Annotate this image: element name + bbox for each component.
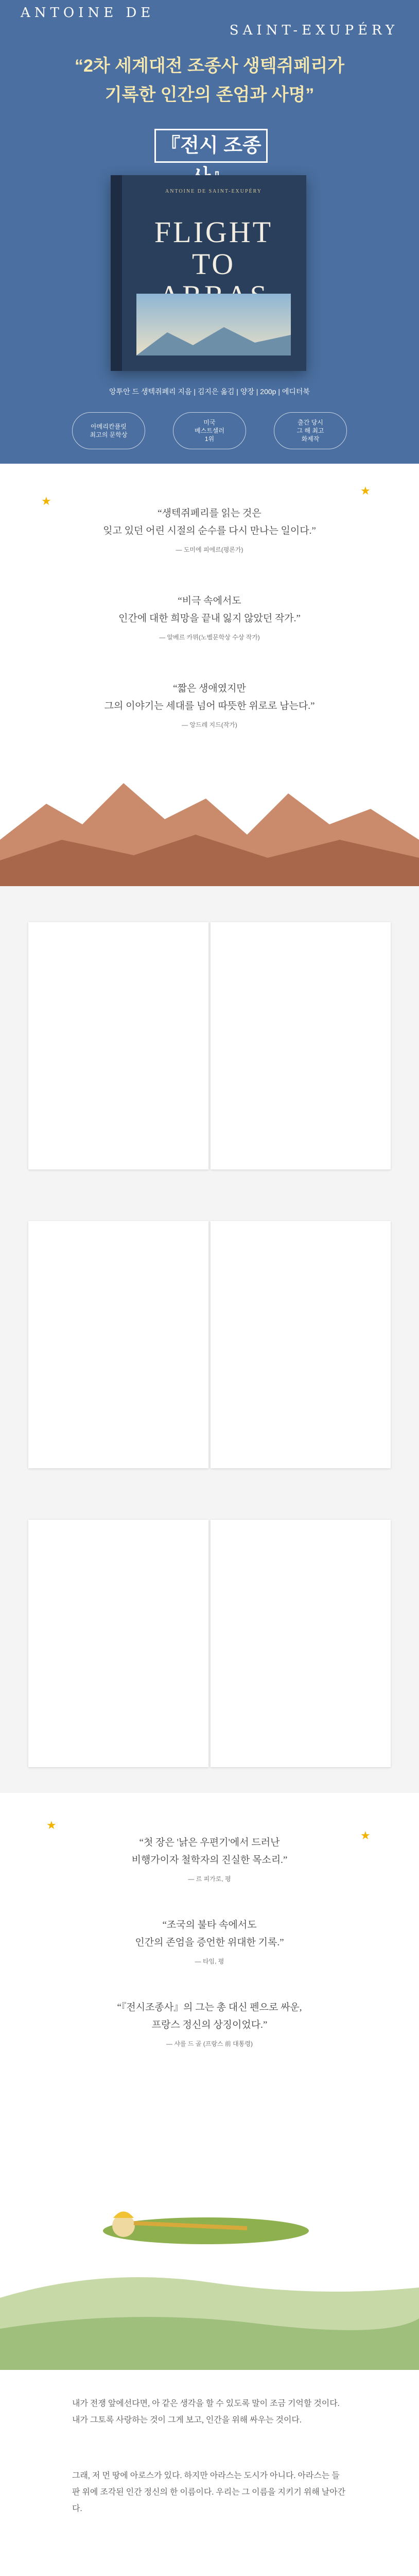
star-icon: ★ xyxy=(360,484,371,497)
award-badge: 출간 당시 그 해 최고 화제작 xyxy=(274,412,347,449)
book-title-line1: FLIGHT xyxy=(154,215,273,249)
quote-line2: 그의 이야기는 세대를 넘어 따뜻한 위로로 남는다.” xyxy=(104,701,315,711)
page-left xyxy=(28,1520,208,1767)
page-spread xyxy=(0,1185,419,1484)
little-prince-illustration xyxy=(0,2112,419,2370)
quote-line1: “첫 장은 '낡은 우편기'에서 드러난 xyxy=(139,1837,280,1848)
book-cover xyxy=(111,175,306,371)
quote-item xyxy=(0,1999,419,2048)
series-badge: 『전시 조종 xyxy=(154,129,268,163)
hero-tagline-line1: “2차 세계대전 조종사 생텍쥐페리가 xyxy=(74,56,345,76)
excerpt-paragraph: 내가 전쟁 앞에선다면, 아 같은 생각을 할 수 있도록 말이 조금 기억할 것이다. 내가 그토록 사랑하는 것이 그게 보고, 인간을 위해 싸우는 것이다. xyxy=(72,2399,340,2425)
quote-source: — 앙드레 지드(작가) xyxy=(182,721,237,728)
hero-tagline-line2: 기록한 인간의 존엄과 사명” xyxy=(104,85,315,105)
quote-line1: “생텍쥐페리를 읽는 것은 xyxy=(158,508,261,519)
quote-line2: 인간의 존엄을 증언한 위대한 기록.” xyxy=(135,1937,284,1948)
page-right xyxy=(211,1221,391,1468)
quote-item xyxy=(0,592,419,641)
quotes-section xyxy=(0,464,419,886)
hero-section xyxy=(0,0,419,464)
quote-source: — 타임, 평 xyxy=(195,1958,224,1965)
award-badge: 미국 베스트셀러 1위 xyxy=(173,412,246,449)
page-left xyxy=(28,922,208,1170)
quote-item xyxy=(0,1917,419,1965)
author-name-left: ANTOINE DE xyxy=(21,5,155,21)
author-name-right: SAINT-EXUPÉRY xyxy=(229,23,398,38)
quote-line2: 인간에 대한 희망을 끝내 잃지 않았던 작가.” xyxy=(118,613,301,624)
page-spread xyxy=(0,1484,419,1793)
mountain-illustration xyxy=(136,325,291,355)
book-spine xyxy=(111,175,122,371)
mountain-illustration xyxy=(0,762,419,886)
quote-source: — 르 피가로, 평 xyxy=(188,1875,231,1883)
quote-line1: “짧은 생애였지만 xyxy=(173,683,246,694)
star-icon: ★ xyxy=(46,1819,57,1832)
quote-item xyxy=(0,505,419,554)
quote-line2: 잊고 있던 어린 시절의 순수를 다시 만나는 일이다.” xyxy=(103,526,316,536)
star-icon: ★ xyxy=(41,495,51,507)
quote-line1: “조국의 불타 속에서도 xyxy=(162,1920,257,1930)
hero-tagline xyxy=(0,52,419,109)
page-left xyxy=(28,1221,208,1468)
hero-credits: 앙투안 드 생텍쥐페리 지음 | 김지은 옮김 | 양장 | 200p | 에디터북 xyxy=(109,387,310,396)
quote-line1: “『전시조종사』의 그는 총 대신 펜으로 싸운, xyxy=(117,2002,302,2013)
excerpt-section xyxy=(0,2370,419,2576)
page-spread xyxy=(0,886,419,1185)
quote-item xyxy=(0,680,419,729)
quote-source: — 샤를 드 골 (프랑스 前 대통령) xyxy=(166,2040,253,2047)
quotes-section-2 xyxy=(0,1793,419,2370)
book-series-label: ANTOINE DE SAINT-EXUPÉRY xyxy=(165,189,262,194)
page-right xyxy=(211,922,391,1170)
quote-line1: “비극 속에서도 xyxy=(178,596,241,606)
awards-row xyxy=(72,412,347,449)
book-cover-illustration xyxy=(136,294,291,355)
quote-line2: 프랑스 정신의 상징이었다.” xyxy=(151,2020,268,2030)
page-right xyxy=(211,1520,391,1767)
quote-source: — 도미에 피에르(평론가) xyxy=(176,546,243,553)
book-title-line2: TO xyxy=(191,247,236,281)
quote-source: — 알베르 카뮈(노벨문학상 수상 작가) xyxy=(159,634,260,641)
star-icon: ★ xyxy=(360,1829,371,1842)
quote-line2: 비행가이자 철학자의 진실한 목소리.” xyxy=(131,1855,288,1866)
quote-item xyxy=(0,1834,419,1883)
excerpt-paragraph: 그래, 저 먼 땅에 아로스가 있다. 하지만 아라스는 도시가 아니다. 아라스는 들판 위에 조각된 인간 정신의 한 이름이다. 우리는 그 이름을 지키기 위해 날아간다. xyxy=(72,2471,346,2513)
award-badge: 아메리칸플릿 최고의 문학상 xyxy=(72,412,145,449)
